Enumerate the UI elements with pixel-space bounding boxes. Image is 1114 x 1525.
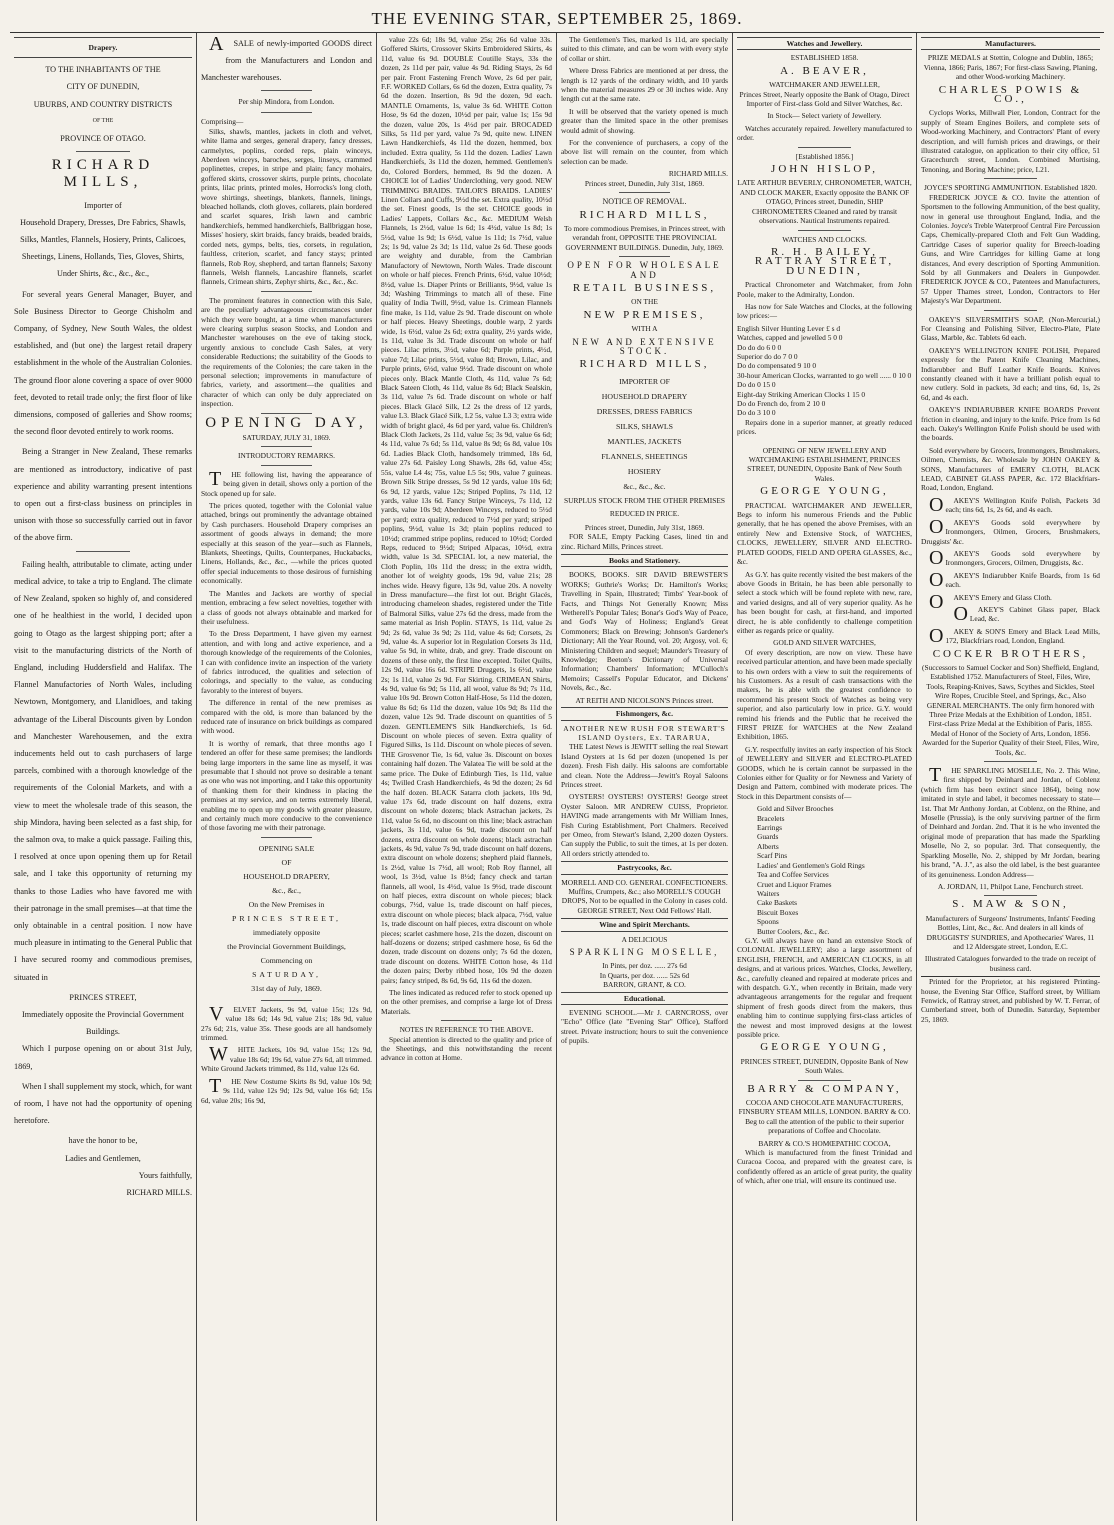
moselle-lead: A DELICIOUS — [621, 934, 668, 944]
divider — [261, 90, 312, 91]
address-lead-4: OF THE — [92, 117, 114, 124]
beaver-text: Princes Street, Nearly opposite the Bank of Otago, Direct Importer of First-class Gold and Silver Watches, &c. — [739, 89, 910, 109]
paragraph: To the Dress Department, I have given my earnest attention, and with long and active experience, and a thorough knowledge of the requirements of the Colonies, I can with confidence invite an inspection of the variety of fabrics introduced, the qualities and selection of colorings, and specially to the value, as conducing favorably to the interest of buyers. — [201, 629, 372, 695]
opening-sale-notice: OPENING SALE OF HOUSEHOLD DRAPERY, &c., &c., On the New Premises in PRINCES STREET, immediately opposite the Provincial Government Buildings, Commencing on SATURDAY, 31st day of July, 1869. — [227, 843, 346, 993]
cocoa-heading: BARRY & CO.'S HOMŒPATHIC COCOA, — [758, 1138, 891, 1148]
divider — [441, 1020, 492, 1021]
divider — [798, 441, 851, 442]
advertiser-name: GEORGE YOUNG, — [760, 485, 889, 498]
paragraph: Failing health, attributable to climate, acting under medical advice, to take a trip to England. The climate of New Zealand, spoken so highly of, and considered one of he healthiest in the world, I decided upon going to Otago as the largest shipping port; after a visit to the manufacturing districts of the North of England, including Huddersfield and Halifax. The Flannel Manufactories of North Wales, including Newtown, Montgomery, and Llanidloes, and taking advantage of the Liberal Discounts given by London and Manchester Warehousemen, and the extra inducements held out to cash purchasers of large parcels, combined with a thorough knowledge of the requirements of the Colonial Markets, and with a view to meet the wholesale trade of this season, the ship Mindora, having been selected as a fast ship, for the salmon ova, to make a quick passage. Failing this, I resolved at once upon opening them up for Retail sale, and I take this opportunity of returning my thanks to those Ladies who have favored me with their patronage in the small premises—at that time the only obtainable in a central position. I now have much pleasure in intimating to the General Public that I have secured roomy and commodious premises, situated in — [14, 559, 192, 982]
paragraph: THE following list, having the appearance of being given in detail, shows only a portion of the Stock opened up for sale. — [201, 467, 372, 498]
maw-text: Manufacturers of Surgeons' Instruments, Infants' Feeding Bottles, Lint, &c., &c. And dealers in all kinds of DRUGGISTS' SUNDRIES, and Apothecaries' Wares, 11 and 12 Aldersgate street, London, E.C. — [925, 913, 1096, 951]
divider — [261, 413, 312, 414]
goods-paragraph: Silks, shawls, mantles, jackets in cloth and velvet, white llama and serges, general drapery, fancy dresses, carmelytes, poplins, corded reps, plain winceys, Aberdeen winceys, baroches, serges, linseys, crammed poplinettes, crepes, in stripe and plain; fancy mohairs, goffered skirts, crossover skirts, purple prints, chocolate prints, lilac prints, printed moles, Horrocks's long cloth, wove shirtings, sheetings, blankets, flannels, linings, bleached hollands, cloth gloves, collarets, plain bordered and scarlet squares, Irish lawn and cambric handkerchiefs, hemmed handkerchiefs, Ballbriggan hose, Misses' hosiery, skirt braids, fancy braids, beaded braids, corded nets, gymps, belts, ties, corsets, in regulation, faultless, criterion, scarlet, and fancy stays; printed flannels, Rob Roy, shepherd, and tartan flannels; Saxony flannels, Welsh flannels, Lancashire flannels, scarlet flannels, Crimean shirts, Zephyr shirts, &c., &c., &c. — [201, 126, 372, 287]
paragraph: THE New Costume Skirts 8s 9d, value 10s 9d; 9s 11d, value 12s 9d; 12s 9d, value 16s 6d; 15s 6d, value 20s; 16s 9d, — [201, 1074, 372, 1105]
closing-line: Yours faithfully, — [138, 1170, 192, 1180]
bailey-text: Practical Chronometer and Watchmaker, from John Poole, maker to the Admiralty, London. — [737, 280, 912, 299]
divider — [261, 291, 312, 292]
paragraph: Where Dress Fabrics are mentioned at per dress, the length is 12 yards of the ordinary width, and 10 yards when the material measures 29 or 30 inches wide. Any length cut at the same rate. — [561, 66, 728, 104]
section-heading-pastrycooks: Pastrycooks, &c. — [561, 861, 728, 874]
powis-text: Cyclops Works, Millwall Pier, London, Contract for the supply of Steam Engines Boilers, and complete sets of Wood-working Machinery, and Contractors' Plant of every description, and will furnish prices and drawings, or their illustrated catalogue, on application to their city office, 51 Gracechurch street, London. Combined Mortising, Tenoning, and Boring Machine; price, L21. — [921, 108, 1100, 174]
morrell-text: MORRELL AND CO. GENERAL CONFECTIONERS. Muffins, Crumpets, &c.; also MORELL'S COUGH DROPS, Not to be equalled in the Colony in cases cold. GEORGE STREET, Next Odd Fellows' Hall. — [561, 877, 728, 915]
paragraph: Being a Stranger in New Zealand, These remarks are mentioned as introductory, indicative of past experience and ability warranting present intentions to open out a first-class business on principles in unison with those so successfully carried out in favor of the above firm. — [14, 447, 192, 543]
with-a: WITH A — [631, 324, 658, 334]
price-list-text: value 22s 6d; 18s 9d, value 25s; 26s 6d value 33s. Goffered Skirts, Crossover Skirts Embroidered Skirts, 4s 11d, value 6s 9d. DOUBLE Coutille Stays, 33s the dozen, 2s 11d per pair, value 4s 9d. Riding Stays, 2s 6d per pair. Front Fastening French Wove, 2s 6d per pair, F.F. WORKED Collars, 6s 6d the dozen, Extra quality, 7s 6d the dozen. Insertion, 8s 9d the dozen, 9d each. MANTLE Ornaments, 1s, value 3s 6d. WHITE Cotton Hose, 9s 6d the dozen, 10½d per pair, value 1s; 15s 9d the dozen, value 20s, 1s 4½d per pair. BROCADED Silks, 5s 11d per yard, value 7s 9d, quite new. LINEN Lawn Handkerchiefs, 4s 11d the dozen, hemmed, box included. Extra quality, 5s 11d the dozen. Ladies' Lawn Handkerchiefs, 3s 11d the dozen, hemmed. Gentlemen's do, Colored Borders, hemmed, 8s 9d the dozen. A CHOICE lot of Ladies' Underclothing, very good. NEW TRIMMING BRAIDS. TAILOR'S BRAIDS. LADIES' Linen Collars and Cuffs, 9½d the set. Extra quality, 10½d the set. Finest goods, 1s the set. CHOICE goods in Ladies' Lappets, Collars &c., &c. MEDIUM Welsh Flannels, 1s 2½d, value 1s 6d; 1s 4½d, value 1s 8d; 1s 5½d, value 1s 9d; 1s 6½d, value 1s 11d; 1s 7½d, value 2s; 1s 9d, value 2s 3d; 1s 11d, value 2s 6d. These goods are weighty and durable, from the Cambrian Manufactory of Newtown, North Wales. Trade discount on whole or half pieces. French Prints, 6½d, value 10½d; 8½d, value 1s. Diaper Prints or Brilliants, 9½d, value 1s 3d; Washing Trimmings to match all of these. Fine quality of India Twill, 9½d, value 1s. Crimean Flannels fine make, 1s 11d, value 2s 9d. Trade discount on whole or half pieces. Heavy Sheetings, double warp, 2 yards wide, 1s 6½d, value 2s 6d; extra quality, 2½ yards wide, 1s 11d, value 3s 3d. Trade discount on whole or half pieces. Lilac prints, 3½d, value 6d; Purple prints, 4½d, value 7d; Lilac prints, 5½d, value 8d; Brown, Lilac, and Purple prints, 6½d, value 9½d. Trade discount on whole pieces only. Black Mantle Cloth, 4s 11d, value 7s 6d; Black Sateen Cloth, 4s 11d, value 8s 6d; Black Sealskin, 3s 11d, value 7s 6d. Trade discount on whole or half pieces. Black Glacé Silk, L2 2s the dress of 12 yards, value L3. Black Glacé Silk, L2 5s, value L3 3; extra wide width of bright glacé, 4s 6d per yard, value 6s. Children's Black Cloth Jackets, 2s 11d, value 5s; 3s 9d, value 6s 6d; 4s 11d, value 7s 6d; 5s 11d, value 8s 9d; 6s 8d, value 10s 6d. Ladies Black Cloth, handsomely trimmed, 18s 6d, value 27s 6d. Paisley Long Shawls, 28s 6d, value 45s; 55s, value L4 4s; 75s, value L5 5s; 90s, value 7 guineas. Brown Silk Stripe dresses, 5s 9d 12 yards, value 10s 6d; 6s 9d, 12 yards, value 12s; Striped Poplins, 7s 11d, 12 yards, value 13s 6d. Fancy Stripe Winceys, 7s 11d, 12 yards, value 10s 9d; Aberdeen Winceys, reduced to 5½d per yard; extra quality, reduced to 7½d per yard; striped poplins, 9½d, value 1s 3d; plain poplins reduced to 10½d; crammed stripe poplins, reduced to 10½d; Corded Reps, reduced to 9½d; Striped Alpacas, 10½d, extra width, value 1s 3d. SPECIAL lot, a new material, the Cloth Poplin, 10s 11d the dress; in the extra width, another lot of weighty goods, 19s 9d, value 21s; 28 inches wide. Heavy figure, 13s 9d, value 20s. A novelty in Dress manufacture—the first lot out. Bright Glacés, introducing chameleon shades, registered under the Title of Balmoral Silks, value 27s 6d the dress, made from the same material as Irish Poplin. STAYS, 1s 11d, value 2s 9d; 2s 6d, value 3s 9d; 2s 11d, value 4s 6d; Corsets, 2s 9d, value 4s. A superior lot in Regulation Corsets 3s 11d, value 5s 9d, in white, drab, and grey. Trade discount on dozens of these only, the first line excepted. Toilet Quilts, 12s 9d, value 16s 6d. STRIPE Druggets, 1s 6½d, value 2s; 1s 11d, value 2s 9d. For Skirting. CRIMEAN Shirts, 4s 9d, value 6s 9d; 5s 11d, all wool, value 8s 9d; 7s 11d, value 10s 9d. Brown Cotton Half-Hose, 5s 11d the dozen, value 8s 6d; 6s 11d the dozen, value 10s 9d; 8s 11d the dozen, value 12s 9d. Trade discount on quantities of 5 dozen. GENTLEMEN'S Silk Handkerchiefs, 1s 6d. Discount on whole pieces of seven. Extra quality of Figured Silks, 1s 11d. Discount on whole pieces of seven. THE Grosvenor Tie, 1s 6d, value 3s. Discount on boxes containing half dozen. The Valatea Tie will be sold at the same price. The Duke of Edinburgh Ties, 1s 11d, value 4s; Twilled Crash Handkerchiefs, 4s 9d the dozen; 2s 6d the half dozen. BLACK Satarra cloth jackets, 10s 9d, value 17s 6d, trade discount on half dozens, extra discount on whole dozens; black Astrachan jackets, 2s 11d, value 5s 6d, no discount on this line; black astrachan jackets, 3s 11d, value 6s 9d, trade discount on half dozens, extra discount on whole dozens; black astrachan jackets, 4s 9d, value 7s 9d, trade discount on half dozens, extra discount on whole dozens; shepherd plaid flannels, 1s 2½d, value 1s 7½d, all wool; Rob Roy flannel, all wool, 1s 3½d, value 1s 8½d; fancy check and tartan flannels, all wool, 1s 4½d, value 1s 9½d, trade discount on half pieces, extra discount on whole pieces; black coburgs, 7½d, value 1s, trade discount on half pieces, extra discount on whole pieces; black alpaca, 7½d, value 1s, trade discount on half pieces, extra discount on whole pieces; scarlet cashmere hose, 21s the dozen, discount on half-dozens or dozens; striped cashmere hose, 6s 6d the dozen, trade discount on dozens only; 7s 6d the dozen, trade discount on dozens. WHITE Cotton hose, 4s 11d the dozen pairs; Derby ribbed hose, 10s 9d the dozen pairs; fancy striped, 8s 6d, 9s 6d, 11s 6d the dozen. — [381, 35, 552, 985]
books-text: BOOKS, BOOKS. SIR DAVID BREWSTER'S WORKS; Guthrie's Works; Dr. Hamilton's Works; Travelling in Spain, Illustrated; Timbs' Year-book of Facts, and Things Not Generally Known; Miss Wetherell's Popular Tales; Bonar's God's Way of Peace, and God's Way of Holiness; England's Great Commoners; Black on Brewing; Johnson's Gardener's Dictionary; All the Year Round, vol. 20; Argosy, vol. 6; Ministering Children and sequel; Maunder's Treasury of Knowledge; Beeton's Dictionary of Universal Information; Chambers' Information; M'Culloch's Memoirs; Cassell's Popular Educator, and Dickens' Novels, &c., &c. — [561, 570, 728, 693]
young-text: G.Y. will always have on hand an extensive Stock of COLONIAL JEWELLERY; also a large assortment of ENGLISH, FRENCH, and AMERICAN CLOCKS, in all designs, and at various prices. Watches, Clocks, Jewellery, &c., carefully cleaned and repaired at moderate prices and with despatch. G.Y., when recently in Britain, made very advantageous arrangements for the regular and frequent shipment of fresh goods direct from the makers, thus enabling him to continue supplying first-class articles of the newest and most improved designs at the lowest possible price. — [737, 935, 912, 1039]
divider — [619, 192, 669, 193]
advertiser-name: RICHARD MILLS, — [579, 208, 710, 221]
beaver-repair: Watches accurately repaired. Jewellery manufactured to order. — [737, 123, 912, 143]
section-heading-fishmongers: Fishmongers, &c. — [561, 707, 728, 720]
divider — [798, 1080, 851, 1081]
oakey-list: OAKEY'S Wellington Knife Polish, Packets 3d each; tins 6d, 1s, 2s 6d, and 4s each. OAKEY'S Goods sold everywhere by Ironmongers, Oilmen, Grocers, Brushmakers, Druggists' &c. OAKEY'S Goods sold everywhere by Ironmongers, Grocers, Oilmen, Druggists, &c. OAKEY'S Indiarubber Knife Boards, from 1s 6d each. OAKEY'S Emery and Glass Cloth. OAKEY'S Cabinet Glass paper, Black Lead, &c. OAKEY & SON'S Emery and Black Lead Mills, 172, Blackfriars road, London, England. — [921, 493, 1100, 647]
comprising-label: Comprising— — [201, 117, 244, 127]
young-text: Of every description, are now on view. These have received particular attention, and have been made specially to his own orders with a view to suit the requirements of his Customers. As a result of cash transactions with the makers, he is able with the greatest confidence to recommend his present Stock of Watches as being very superior, and also particularly low in price. G.Y. would remind his friends and the Public that he received the FIRST PRIZE for WATCHES at the New Zealand Exhibition, 1865. — [737, 647, 912, 742]
paragraph: The lines indicated as reduced refer to stock opened up on the other premises, and comprise a large lot of Dress Materials. — [381, 988, 552, 1016]
established: [Established 1856.] — [795, 151, 854, 161]
sale-intro: ASALE of newly-imported GOODS direct from the Manufacturers and London and Manchester warehouses. — [201, 33, 372, 82]
advertiser-name: GEORGE YOUNG, — [760, 1041, 889, 1054]
opening-date: SATURDAY, JULY 31, 1869. — [242, 433, 331, 442]
advertiser-name: A. BEAVER, — [780, 64, 869, 77]
medals-text: PRIZE MEDALS at Stettin, Cologne and Dublin, 1865; Vienna, 1866; Paris, 1867; For first-class Sawing, Planing, and other Wood-working Machinery. — [923, 53, 1098, 82]
opposite-note: Immediately opposite the Provincial Government Buildings. — [22, 1009, 184, 1037]
divider — [261, 446, 312, 447]
removal-text: To more commodious Premises, in Princes street, with verandah front, OPPOSITE THE PROVINCIAL GOVERNMENT BUILDINGS. Dunedin, July, 1869. — [563, 223, 726, 252]
removal-heading: NOTICE OF REMOVAL. — [602, 197, 687, 207]
oakey-text: OAKEY'S INDIARUBBER KNIFE BOARDS Prevent friction in cleaning, and injury to the knife. Price from 1s 6d each. Oakey's Wellington Knife Polish should be used with the boards. — [921, 405, 1100, 443]
paragraph: For several years General Manager, Buyer, and Sole Business Director to George Chisholm and Company, of Sydney, New South Wales, the oldest established, and (but one) the largest retail drapery establishment in the whole of the Australian Colonies. The ground floor alone covering a space of over 9000 feet, devoted to retail trade only; the first floor of like dimensions, composed of galleries and Show rooms; the second floor devoted entirely to work rooms. — [14, 289, 192, 437]
column-manufacturers — [917, 33, 1104, 1521]
paragraph: For the convenience of purchasers, a copy of the above list will remain on the counter, from which selection can be made. — [561, 138, 728, 166]
section-heading-manufacturers: Manufacturers. — [921, 37, 1100, 50]
joyce-heading: JOYCE'S SPORTING AMMUNITION. Established 1820. — [924, 183, 1097, 193]
paragraph: The Mantles and Jackets are worthy of special mention, embracing a few select novelties, together with a class of goods not always obtainable and marked for their usefulness. — [201, 588, 372, 626]
divider — [984, 895, 1038, 896]
established: ESTABLISHED 1858. — [790, 53, 859, 63]
fish-text: THE Latest News is JEWITT selling the real Stewart Island Oysters at 1s 6d per dozen (unopened 1s per dozen). Fresh Fish daily. His saloons are comfortable and clean. Note the Address—Jewitt's Royal Saloons Princes street. — [561, 742, 728, 789]
signature: RICHARD MILLS. — [668, 169, 728, 179]
maw-catalogue: Illustrated Catalogues forwarded to the trade on receipt of business card. — [924, 954, 1097, 973]
bailey-text: Has now for Sale Watches and Clocks, at the following low prices:— — [737, 301, 912, 321]
street-name: PRINCES STREET, — [69, 992, 137, 1002]
advertiser-name: BARRY & COMPANY, — [747, 1082, 902, 1095]
price-list: English Silver Hunting Lever £ s d Watches, capped and jewelled 5 0 0 Do do do 6 0 0 Superior do do 7 0 0 Do do compensated 9 10 0 30-hour American Clocks, warranted to go well ...... 0 10 0 Do do 0 15 0 Eight-day Striking American Clocks 1 15 0 Do do French do, from 2 10 0 Do do 3 10 0 — [737, 323, 912, 418]
school-text: EVENING SCHOOL.—Mr J. CARNCROSS, over "Echo" Office (late "Evening Star" Office), Stafford street. Private instruction; hours to suit the convenience of pupils. — [561, 1008, 728, 1046]
advertiser-name: COCKER BROTHERS, — [932, 647, 1089, 660]
price-quarts: In Quarts, per doz. ...... 52s 6d — [599, 970, 690, 980]
barry-text: Which is manufactured from the finest Trinidad and Curacoa Cocoa, and prepared with the greatest care, is confidently offered as an article of great purity, the quality of which, after one trial, will ensure its continued use. — [737, 1148, 912, 1186]
column-notices — [557, 33, 733, 1521]
oakey-text: OAKEY'S WELLINGTON KNIFE POLISH, Prepared expressly for the Patent Knife Cleaning Machines, Indiarubber and Buff Leather Knife Boards. Knives constantly cleaned with it have a brilliant polish equal to new cutlery. Sold in packets, 3d each; and tins, 6d, 1s, 2s 6d, and 4s each. — [921, 345, 1100, 402]
divider — [798, 147, 851, 148]
imprint: Printed for the Proprietor, at his registered Printing-house, the Evening Star Office, Stafford street, by William Fenwick, of Rattray street, and published by W. T. Ferrar, of Cumberland street, both of Dunedin. Saturday, September 25, 1869. — [921, 977, 1100, 1024]
on-the: ON THE — [631, 297, 658, 307]
paragraph: When I shall supplement my stock, which, for want of room, I have not had the opportunity of opening heretofore. — [14, 1081, 192, 1126]
divider — [619, 256, 669, 257]
divider — [984, 310, 1038, 311]
open-heading-2: RETAIL BUSINESS, — [572, 281, 717, 294]
section-heading-watches: Watches and Jewellery. — [737, 37, 912, 50]
for-sale-notice: FOR SALE, Empty Packing Cases, lined tin and zinc. Richard Mills, Princes street. — [561, 532, 728, 551]
advertiser-name: JOHN HISLOP, — [771, 163, 878, 176]
closing-line: have the honor to be, — [68, 1136, 138, 1146]
young-text: As G.Y. has quite recently visited the best makers of the above Goods in Britain, he has been able personally to select a stock which will be found replete with new, rare, and varied designs, and all of very superior quality. As he has been bought for cash, at first-hand, and imported direct, he is able confidently to challenge competition either as regards price or quality. — [737, 569, 912, 635]
address: Princes street, Dunedin, July 31st, 1869. — [584, 522, 705, 532]
gold-silver-heading: GOLD AND SILVER WATCHES, — [773, 638, 876, 648]
advertiser-name: RICHARD MILLS, — [51, 157, 155, 191]
address-lead-3: UBURBS, AND COUNTRY DISTRICTS — [33, 99, 173, 109]
hislop-text: LATE ARTHUR BEVERLY, CHRONOMETER, WATCH, AND CLOCK MAKER, Exactly opposite the BANK OF OTAGO, Princes street, Dunedin, SHIP CHRONOMETERS Cleaned and rated by transit observations. Nautical Instruments repaired. — [737, 178, 912, 226]
importer-list: IMPORTER OF HOUSEHOLD DRAPERY DRESSES, DRESS FABRICS SILKS, SHAWLS MANTLES, JACKETS FLANNELS, SHEETINGS HOSIERY &c., &c., &c. — [596, 376, 693, 491]
moselle-heading: SPARKLING MOSELLE, — [569, 947, 720, 958]
divider — [984, 761, 1038, 762]
young-text: G.Y. respectfully invites an early inspection of his Stock of JEWELLERY and SILVER and ELECTRO-PLATED GOODS, which he is certain cannot be surpassed in the Colonies either for Quality or for Newness and Variety of Design and Pattern, combined with moderate prices. The Stock in this Department consists of— — [737, 744, 912, 801]
address: Princes street, Dunedin, July 31st, 1869. — [584, 178, 705, 188]
divider — [984, 178, 1038, 179]
beaver-stock: In Stock— Select variety of Jewellery. — [767, 111, 882, 121]
advertiser-name: RICHARD MILLS, — [579, 358, 710, 371]
cocker-text: (Successors to Samuel Cocker and Son) Sheffield, England, Established 1752. Manufacturers of Steel, Files, Wire, Tools, Reaping-Knives, Saws, Scythes and Sickles, Steel Wire Ropes, Crucible Steel, and Springs, &c., Also GENERAL MERCHANTS. The only firm honored with Three Prize Medals at the Exhibition of London, 1851. First-class Prize Medal at the Exhibition of Paris, 1855. Medal of Honor of the Society of Arts, London, 1856. Awarded for the Superior Quality of their Steel, Files, Wire, Tools, &c. — [921, 662, 1100, 757]
paragraph: It is worthy of remark, that three months ago I tendered an offer for these same premises; the landlords being large importers in the same line as myself, it was presumable that I should not prove so desirable a tenant as one who was not importing, and I take this opportunity of thanking them for their kindness in placing the premises at my service, and on terms extremely liberal, enabling me to open up my goods with greater pleasure, and certainly much more conducive to the convenience of those favoring me with their patronage. — [201, 738, 372, 833]
advertiser-name: R. H. BAILEY, RATTRAY STREET, DUNEDIN, — [754, 245, 895, 277]
section-heading-drapery: Drapery. — [14, 37, 192, 58]
divider — [261, 465, 312, 466]
oysters-text: OYSTERS! OYSTERS! OYSTERS! George street Oyster Saloon. MR ANDREW CUISS, Proprietor. HAVING made arrangements with Mr William Innes, Fish Curing Establishment, Port Chalmers. Received per Omeo, from Stewart's Island, 2,200 dozen Oysters. Can supply the Public, to suit the times, at 1s per dozen. All orders strictly attended to. — [561, 792, 728, 858]
masthead: THE EVENING STAR, SEPTEMBER 25, 1869. — [371, 9, 743, 28]
address-lead-5: PROVINCE OF OTAGO. — [60, 134, 146, 144]
paragraph: Which I purpose opening on or about 31st July, 1869, — [14, 1044, 192, 1071]
barry-text: COCOA AND CHOCOLATE MANUFACTURERS, FINSBURY STEAM MILLS, LONDON. BARRY & CO. Beg to call the attention of the public to their superior preparations of Coffee and Chocolate. — [738, 1098, 911, 1136]
address-lead-1: TO THE INHABITANTS OF THE — [45, 65, 161, 75]
oyster-heading: ANOTHER NEW RUSH FOR STEWART'S ISLAND Oysters, Ex. TARARUA, — [563, 723, 726, 742]
column-sale — [197, 33, 377, 1521]
paragraph: The Gentlemen's Ties, marked 1s 11d, are specially suited to this climate, and can be worn with every style of collar or shirt. — [561, 35, 728, 63]
joyce-text: FREDERICK JOYCE & CO. Invite the attention of Sportsmen to the following Ammunition, of the best quality, now in general use throughout England, India, and the Colonies. Joyce's Treble Waterproof Central Fire Percussion Caps, Chemically-prepared Cloth and Felt Gun Wadding, Cartridge Cases of superior quality for Breech-loading Guns, and Wire Cartridges for killing Game at long distances, And every description of Sporting Ammunition. Sold by all Gunmakers and Dealers in Gunpowder. FREDERICK JOYCE & CO., Patentees and Manufacturers, 57 Upper Thames street, London, Contractors to Her Majesty's War Department. — [921, 192, 1100, 306]
stock-items: Gold and Silver Brooches Bracelets Earrings Guards Alberts Scarf Pins Ladies' and Gentlemen's Gold Rings Tea and Coffee Services Cruet and Liquor Frames Waiters Cake Baskets Biscuit Boxes Spoons Butter Coolers, &c., &c. — [757, 804, 865, 936]
young-text: PRACTICAL WATCHMAKER AND JEWELLER, Begs to inform his numerous Friends and the Public generally, that he has opened the above Premises, with an entirely New and Extensive Stock, of WATCHES, CLOCKS, JEWELLERY, SILVER AND ELECTRO-PLATED GOODS, FIELD AND OPERA GLASSES, &c., &c. — [737, 500, 912, 567]
goods-list: Household Drapery, Dresses, Dre Fabrics, Shawls, Silks, Mantles, Flannels, Hosiery, Prints, Calicoes, Sheetings, Linens, Hollands, Ties, Gloves, Shirts, Under Shirts, &c., &c., &c., — [20, 217, 186, 279]
paragraph: Special attention is directed to the quality and price of the Sheetings, and this notwithstanding the recent advance in cotton at Home. — [381, 1034, 552, 1063]
address-lead-2: CITY OF DUNEDIN, — [66, 82, 140, 92]
opening-day-heading: OPENING DAY, — [205, 414, 368, 431]
oakey-text: Sold everywhere by Grocers, Ironmongers, Brushmakers, Oilmen, Chemists, &c. Wholesale by JOHN OAKEY & SONS, Manufacturers of EMERY CLOTH, BLACK LEAD, CABINET GLASS PAPER, &c. 172 Blackfriars-Road, London, England. — [921, 445, 1100, 493]
divider — [261, 837, 312, 838]
moselle-text: THE SPARKLING MOSELLE, No. 2. This Wine, first shipped by Deinhard and Jordan, of Coblenz (which firm has been extinct since 1864), being now imitated in style and label, it becomes necessary to state— 1st. That Mr Anthony Jordan, at Coblenz, on the Rhine, and Moselle (Prussia), is the only surviving partner of the firm of Deinhard and Jordan. 2nd. That it is he who invented the original mode of preparation that has made the Sparkling Moselle, No 2, so popular. 3rd. That consequently, the Sparkling Moselle, No. 2, shipped by Mr Jordan, bearing his brand, "A. J.", as also the old label, is the best guarantee of its genuineness. London Address— — [921, 764, 1100, 879]
columns — [10, 33, 1104, 1521]
paragraph: The difference in rental of the new premises as compared with the old, is more than balanced by the reduced rate of insurance on brick buildings as compared with wood. — [201, 698, 372, 736]
paragraph: It will be observed that the variety opened is much greater than the limited space in the other premises would admit of showing. — [561, 106, 728, 135]
oakey-text: OAKEY'S SILVERSMITH'S SOAP, (Non-Mercurial,) For Cleansing and Polishing Silver, Electro-Plate, Plate Glass, Marble, &c. Tablets 6d each. — [921, 314, 1100, 343]
young-opening: OPENING OF NEW JEWELLERY AND WATCHMAKING ESTABLISHMENT, PRINCES STREET, DUNEDIN, Opposite Bank of New South Wales. — [747, 445, 902, 483]
section-heading-educational: Educational. — [561, 992, 728, 1005]
paragraph: The prominent features in connection with this Sale, are the peculiarly advantageous circumstances under which they were bought, at a time when manufacturers were clearing surplus season Stocks, and London and Manchester warehouses on the eve of taking stock, urgently anxious to conclude Cash Sales, at very considerable Reductions; the suitability of the Goods to the requirements of the Colonies; the care taken in the personal selection; improvements in manufacture of fabrics, variety, and assortment—the qualities and character of which can only be duly appreciated on inspection. — [201, 295, 372, 409]
ship-note: Per ship Mindora, from London. — [238, 97, 335, 106]
surplus-notice: SURPLUS STOCK FROM THE OTHER PREMISES REDUCED IN PRICE. — [564, 495, 725, 518]
advertiser-name: CHARLES POWIS & CO., — [938, 83, 1083, 106]
paragraph: The prices quoted, together with the Colonial value attached, brings out prominently the advantage obtained by Cash purchasers. Household Drapery comprises an assortment of goods always in demand; the more especially at this season of the year—such as Flannels, Blankets, Sheetings, Quilts, Counterpanes, Huckabacks, Linens, Hollands, &c., &c., —while the prices quoted offer special inducements to those desirous of furnishing economically. — [201, 501, 372, 586]
section-heading-books: Books and Stationery. — [561, 554, 728, 567]
paragraph: WHITE Jackets, 10s 9d, value 15s; 12s 9d, value 18s 6d; 19s 6d, value 27s 6d, all trimmed. White Ground Jackets trimmed, 8s 11d, value 12s 6d. — [201, 1043, 372, 1074]
books-address: AT REITH AND NICOLSON'S Princes street. — [575, 695, 714, 705]
merchant-name: BARRON, GRANT, & CO. — [603, 980, 686, 990]
closing-line: Ladies and Gentlemen, — [65, 1153, 141, 1163]
paragraph: VELVET Jackets, 9s 9d, value 15s; 12s 9d, value 18s 6d; 14s 9d, value 21s; 18s 9d, value 27s 6d; 21s, value 35s. These goods are all handsomely trimmed. — [201, 1002, 372, 1043]
importer-label: Importer of — [84, 200, 122, 210]
divider — [76, 551, 129, 552]
advertiser-name: S. MAW & SON, — [952, 898, 1069, 911]
watches-clocks-heading: WATCHES AND CLOCKS. — [782, 234, 867, 244]
bailey-text: Repairs done in a superior manner, at greatly reduced prices. — [737, 417, 912, 437]
jordan-address: A. JORDAN, 11, Philpot Lane, Fenchurch street. — [937, 881, 1084, 891]
notes-heading: NOTES IN REFERENCE TO THE ABOVE. — [399, 1025, 534, 1035]
young-address: PRINCES STREET, DUNEDIN, Opposite Bank of New South Wales. — [740, 1056, 909, 1076]
price-pints: In Pints, per doz. ...... 27s 6d — [602, 961, 687, 971]
trade: WATCHMAKER AND JEWELLER, — [769, 80, 880, 90]
column-watches — [733, 33, 917, 1521]
column-drapery — [10, 33, 197, 1521]
divider — [798, 230, 851, 231]
divider — [261, 112, 312, 113]
divider — [261, 1000, 312, 1001]
column-price-list — [377, 33, 557, 1521]
new-premises: NEW PREMISES, — [583, 308, 706, 321]
new-stock: NEW AND EXTENSIVE STOCK. — [572, 336, 717, 356]
open-heading: OPEN FOR WHOLESALE AND — [567, 260, 722, 280]
divider — [76, 151, 129, 152]
remarks-heading: INTRODUCTORY REMARKS. — [238, 451, 335, 461]
section-heading-wine: Wine and Spirit Merchants. — [561, 918, 728, 931]
signature: RICHARD MILLS. — [126, 1188, 192, 1197]
